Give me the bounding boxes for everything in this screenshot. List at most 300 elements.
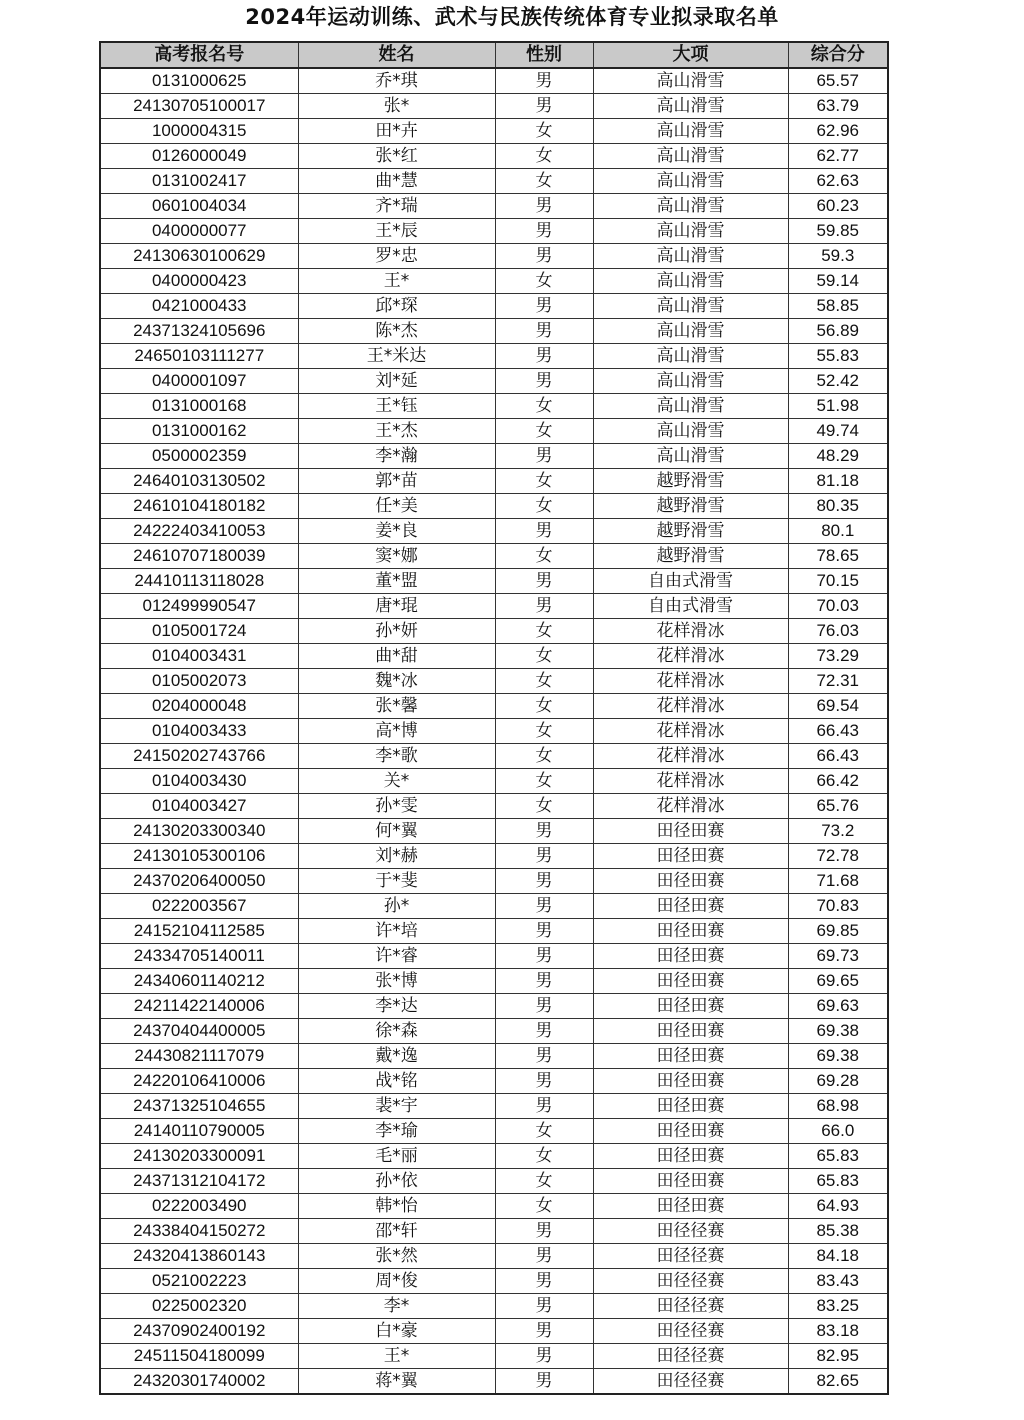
score-cell: 52.42 [788,369,888,394]
gender-cell: 男 [495,919,593,944]
table-row [100,769,888,794]
score-cell: 62.77 [788,144,888,169]
score-cell: 82.95 [788,1344,888,1369]
score-cell: 70.03 [788,594,888,619]
score-cell: 84.18 [788,1244,888,1269]
registration-number-cell: 24130105300106 [100,844,298,869]
registration-number-cell: 24211422140006 [100,994,298,1019]
name-cell: 田*卉 [298,119,495,144]
score-cell: 69.63 [788,994,888,1019]
event-cell: 越野滑雪 [593,494,788,519]
event-cell: 田径径赛 [593,1294,788,1319]
registration-number-cell: 24640103130502 [100,469,298,494]
registration-number-cell: 0204000048 [100,694,298,719]
table-row [100,444,888,469]
name-cell: 董*盟 [298,569,495,594]
name-cell: 罗*忠 [298,244,495,269]
table-row [100,744,888,769]
score-cell: 69.38 [788,1044,888,1069]
name-cell: 王*米达 [298,344,495,369]
event-cell: 高山滑雪 [593,444,788,469]
name-cell: 张* [298,94,495,119]
table-row [100,994,888,1019]
table-row [100,244,888,269]
registration-number-cell: 0601004034 [100,194,298,219]
gender-cell: 男 [495,594,593,619]
gender-cell: 女 [495,644,593,669]
registration-number-cell: 0222003490 [100,1194,298,1219]
name-cell: 毛*丽 [298,1144,495,1169]
registration-number-cell: 0500002359 [100,444,298,469]
event-cell: 高山滑雪 [593,294,788,319]
event-cell: 田径田赛 [593,1194,788,1219]
gender-cell: 男 [495,1294,593,1319]
registration-number-cell: 24610707180039 [100,544,298,569]
name-cell: 何*翼 [298,819,495,844]
name-cell: 齐*瑞 [298,194,495,219]
gender-cell: 男 [495,944,593,969]
table-row [100,1244,888,1269]
gender-cell: 男 [495,444,593,469]
name-cell: 张*馨 [298,694,495,719]
table-row [100,844,888,869]
name-cell: 孙*依 [298,1169,495,1194]
score-cell: 80.1 [788,519,888,544]
gender-cell: 男 [495,1344,593,1369]
gender-cell: 男 [495,869,593,894]
name-cell: 郭*苗 [298,469,495,494]
name-cell: 王*杰 [298,419,495,444]
event-cell: 越野滑雪 [593,544,788,569]
registration-number-cell: 0104003430 [100,769,298,794]
gender-cell: 女 [495,794,593,819]
name-cell: 李*瑜 [298,1119,495,1144]
gender-cell: 男 [495,894,593,919]
table-row [100,1219,888,1244]
gender-cell: 女 [495,1119,593,1144]
registration-number-cell: 0131000168 [100,394,298,419]
score-cell: 83.43 [788,1269,888,1294]
score-cell: 72.78 [788,844,888,869]
name-cell: 刘*延 [298,369,495,394]
gender-cell: 男 [495,994,593,1019]
gender-cell: 男 [495,1369,593,1395]
registration-number-cell: 24430821117079 [100,1044,298,1069]
event-cell: 高山滑雪 [593,144,788,169]
name-cell: 王*辰 [298,219,495,244]
score-cell: 69.54 [788,694,888,719]
name-cell: 王* [298,1344,495,1369]
event-cell: 高山滑雪 [593,94,788,119]
gender-cell: 女 [495,719,593,744]
score-cell: 71.68 [788,869,888,894]
table-row [100,369,888,394]
table-row [100,394,888,419]
registration-number-cell: 0131000162 [100,419,298,444]
table-row [100,544,888,569]
name-cell: 唐*琨 [298,594,495,619]
name-cell: 陈*杰 [298,319,495,344]
score-cell: 69.38 [788,1019,888,1044]
table-row [100,1294,888,1319]
event-cell: 田径田赛 [593,1094,788,1119]
name-cell: 邵*轩 [298,1219,495,1244]
name-cell: 蒋*翼 [298,1369,495,1395]
table-row [100,519,888,544]
event-cell: 花样滑冰 [593,644,788,669]
score-cell: 51.98 [788,394,888,419]
gender-cell: 男 [495,1094,593,1119]
name-cell: 高*博 [298,719,495,744]
event-cell: 田径径赛 [593,1319,788,1344]
table-row [100,794,888,819]
table-row [100,319,888,344]
table-row [100,1144,888,1169]
name-cell: 孙* [298,894,495,919]
table-row [100,1344,888,1369]
name-cell: 邱*琛 [298,294,495,319]
score-cell: 63.79 [788,94,888,119]
score-cell: 60.23 [788,194,888,219]
score-cell: 76.03 [788,619,888,644]
gender-cell: 男 [495,1044,593,1069]
event-cell: 高山滑雪 [593,419,788,444]
registration-number-cell: 24130203300340 [100,819,298,844]
name-cell: 曲*甜 [298,644,495,669]
header-row [100,42,888,68]
name-cell: 许*睿 [298,944,495,969]
score-cell: 83.18 [788,1319,888,1344]
table-row [100,1319,888,1344]
score-cell: 66.0 [788,1119,888,1144]
gender-cell: 男 [495,294,593,319]
table-row [100,644,888,669]
event-cell: 田径田赛 [593,944,788,969]
registration-number-cell: 0105001724 [100,619,298,644]
gender-cell: 男 [495,1269,593,1294]
table-row [100,894,888,919]
gender-cell: 男 [495,68,593,94]
gender-cell: 女 [495,494,593,519]
column-header-gender: 性别 [495,42,593,68]
score-cell: 62.63 [788,169,888,194]
event-cell: 自由式滑雪 [593,569,788,594]
table-row [100,1169,888,1194]
score-cell: 65.83 [788,1169,888,1194]
score-cell: 56.89 [788,319,888,344]
gender-cell: 男 [495,1319,593,1344]
registration-number-cell: 24220106410006 [100,1069,298,1094]
registration-number-cell: 24222403410053 [100,519,298,544]
table-header [100,42,888,68]
gender-cell: 女 [495,1169,593,1194]
event-cell: 田径径赛 [593,1369,788,1395]
name-cell: 于*斐 [298,869,495,894]
event-cell: 田径田赛 [593,894,788,919]
event-cell: 田径田赛 [593,1069,788,1094]
gender-cell: 女 [495,269,593,294]
gender-cell: 男 [495,1069,593,1094]
table-row [100,1269,888,1294]
registration-number-cell: 0104003433 [100,719,298,744]
name-cell: 王*钰 [298,394,495,419]
registration-number-cell: 012499990547 [100,594,298,619]
registration-number-cell: 0126000049 [100,144,298,169]
score-cell: 66.42 [788,769,888,794]
table-row [100,469,888,494]
table-row [100,594,888,619]
score-cell: 68.98 [788,1094,888,1119]
registration-number-cell: 24511504180099 [100,1344,298,1369]
table-row [100,1094,888,1119]
column-header-score: 综合分 [788,42,888,68]
name-cell: 李*歌 [298,744,495,769]
gender-cell: 男 [495,819,593,844]
score-cell: 69.85 [788,919,888,944]
score-cell: 59.3 [788,244,888,269]
gender-cell: 男 [495,1244,593,1269]
score-cell: 69.28 [788,1069,888,1094]
name-cell: 曲*慧 [298,169,495,194]
table-row [100,1194,888,1219]
gender-cell: 男 [495,1219,593,1244]
name-cell: 魏*冰 [298,669,495,694]
score-cell: 70.83 [788,894,888,919]
registration-number-cell: 24140110790005 [100,1119,298,1144]
registration-number-cell: 24338404150272 [100,1219,298,1244]
table-row [100,1044,888,1069]
event-cell: 高山滑雪 [593,68,788,94]
table-row [100,68,888,94]
event-cell: 田径田赛 [593,819,788,844]
registration-number-cell: 24340601140212 [100,969,298,994]
table-row [100,169,888,194]
registration-number-cell: 0400000077 [100,219,298,244]
name-cell: 许*培 [298,919,495,944]
score-cell: 81.18 [788,469,888,494]
name-cell: 裴*宇 [298,1094,495,1119]
admission-table [99,41,889,1395]
event-cell: 高山滑雪 [593,269,788,294]
score-cell: 82.65 [788,1369,888,1395]
event-cell: 田径田赛 [593,1144,788,1169]
name-cell: 李*达 [298,994,495,1019]
score-cell: 85.38 [788,1219,888,1244]
registration-number-cell: 24370206400050 [100,869,298,894]
table-row [100,969,888,994]
gender-cell: 女 [495,544,593,569]
event-cell: 田径田赛 [593,994,788,1019]
score-cell: 80.35 [788,494,888,519]
score-cell: 48.29 [788,444,888,469]
score-cell: 70.15 [788,569,888,594]
event-cell: 花样滑冰 [593,719,788,744]
name-cell: 李*瀚 [298,444,495,469]
table-row [100,1069,888,1094]
name-cell: 刘*赫 [298,844,495,869]
event-cell: 田径径赛 [593,1244,788,1269]
name-cell: 李* [298,1294,495,1319]
registration-number-cell: 0131000625 [100,68,298,94]
gender-cell: 男 [495,319,593,344]
table-row [100,569,888,594]
gender-cell: 女 [495,119,593,144]
score-cell: 72.31 [788,669,888,694]
score-cell: 69.73 [788,944,888,969]
score-cell: 78.65 [788,544,888,569]
event-cell: 田径田赛 [593,869,788,894]
registration-number-cell: 0104003431 [100,644,298,669]
table-row [100,194,888,219]
event-cell: 田径田赛 [593,1044,788,1069]
event-cell: 高山滑雪 [593,369,788,394]
column-header-event: 大项 [593,42,788,68]
score-cell: 66.43 [788,744,888,769]
event-cell: 田径田赛 [593,844,788,869]
registration-number-cell: 24334705140011 [100,944,298,969]
registration-number-cell: 24152104112585 [100,919,298,944]
gender-cell: 男 [495,244,593,269]
gender-cell: 女 [495,744,593,769]
registration-number-cell: 24130705100017 [100,94,298,119]
table-body [100,68,888,1394]
score-cell: 73.29 [788,644,888,669]
table-row [100,269,888,294]
score-cell: 49.74 [788,419,888,444]
table-row [100,819,888,844]
event-cell: 花样滑冰 [593,619,788,644]
name-cell: 姜*良 [298,519,495,544]
column-header-name: 姓名 [298,42,495,68]
score-cell: 64.93 [788,1194,888,1219]
registration-number-cell: 0222003567 [100,894,298,919]
name-cell: 张*博 [298,969,495,994]
gender-cell: 女 [495,169,593,194]
gender-cell: 男 [495,219,593,244]
event-cell: 田径田赛 [593,1119,788,1144]
table-row [100,944,888,969]
registration-number-cell: 0421000433 [100,294,298,319]
table-row [100,219,888,244]
table-row [100,1019,888,1044]
table-row [100,719,888,744]
score-cell: 73.2 [788,819,888,844]
event-cell: 越野滑雪 [593,519,788,544]
event-cell: 田径径赛 [593,1344,788,1369]
event-cell: 花样滑冰 [593,694,788,719]
table-row [100,119,888,144]
registration-number-cell: 0400001097 [100,369,298,394]
registration-number-cell: 24150202743766 [100,744,298,769]
name-cell: 孙*雯 [298,794,495,819]
page-title: 2024年运动训练、武术与民族传统体育专业拟录取名单 [245,5,779,29]
gender-cell: 男 [495,569,593,594]
registration-number-cell: 0225002320 [100,1294,298,1319]
gender-cell: 女 [495,694,593,719]
name-cell: 窦*娜 [298,544,495,569]
score-cell: 69.65 [788,969,888,994]
event-cell: 高山滑雪 [593,244,788,269]
event-cell: 高山滑雪 [593,169,788,194]
gender-cell: 女 [495,419,593,444]
registration-number-cell: 24610104180182 [100,494,298,519]
registration-number-cell: 0105002073 [100,669,298,694]
registration-number-cell: 0131002417 [100,169,298,194]
registration-number-cell: 24371312104172 [100,1169,298,1194]
gender-cell: 男 [495,1019,593,1044]
gender-cell: 女 [495,144,593,169]
gender-cell: 男 [495,969,593,994]
name-cell: 张*然 [298,1244,495,1269]
registration-number-cell: 24370902400192 [100,1319,298,1344]
registration-number-cell: 24371325104655 [100,1094,298,1119]
gender-cell: 男 [495,194,593,219]
event-cell: 花样滑冰 [593,794,788,819]
table-row [100,144,888,169]
registration-number-cell: 24130203300091 [100,1144,298,1169]
table-row [100,94,888,119]
gender-cell: 女 [495,1194,593,1219]
event-cell: 田径田赛 [593,919,788,944]
score-cell: 66.43 [788,719,888,744]
name-cell: 孙*妍 [298,619,495,644]
event-cell: 田径田赛 [593,969,788,994]
table-row [100,344,888,369]
score-cell: 65.83 [788,1144,888,1169]
score-cell: 59.85 [788,219,888,244]
name-cell: 徐*森 [298,1019,495,1044]
gender-cell: 男 [495,369,593,394]
gender-cell: 女 [495,769,593,794]
name-cell: 戴*逸 [298,1044,495,1069]
table-row [100,919,888,944]
table-row [100,494,888,519]
event-cell: 田径田赛 [593,1019,788,1044]
registration-number-cell: 24130630100629 [100,244,298,269]
score-cell: 65.76 [788,794,888,819]
table-row [100,294,888,319]
gender-cell: 女 [495,469,593,494]
registration-number-cell: 24410113118028 [100,569,298,594]
event-cell: 花样滑冰 [593,769,788,794]
event-cell: 高山滑雪 [593,119,788,144]
table-row [100,1369,888,1395]
score-cell: 55.83 [788,344,888,369]
event-cell: 越野滑雪 [593,469,788,494]
event-cell: 高山滑雪 [593,319,788,344]
column-header-registration-number: 高考报名号 [100,42,298,68]
event-cell: 高山滑雪 [593,219,788,244]
gender-cell: 男 [495,344,593,369]
registration-number-cell: 1000004315 [100,119,298,144]
gender-cell: 男 [495,844,593,869]
registration-number-cell: 24371324105696 [100,319,298,344]
registration-number-cell: 24370404400005 [100,1019,298,1044]
event-cell: 花样滑冰 [593,744,788,769]
gender-cell: 男 [495,519,593,544]
name-cell: 乔*琪 [298,68,495,94]
gender-cell: 女 [495,1144,593,1169]
registration-number-cell: 24650103111277 [100,344,298,369]
event-cell: 高山滑雪 [593,194,788,219]
registration-number-cell: 0400000423 [100,269,298,294]
name-cell: 战*铭 [298,1069,495,1094]
registration-number-cell: 24320413860143 [100,1244,298,1269]
gender-cell: 女 [495,619,593,644]
name-cell: 王* [298,269,495,294]
name-cell: 任*美 [298,494,495,519]
table-row [100,619,888,644]
